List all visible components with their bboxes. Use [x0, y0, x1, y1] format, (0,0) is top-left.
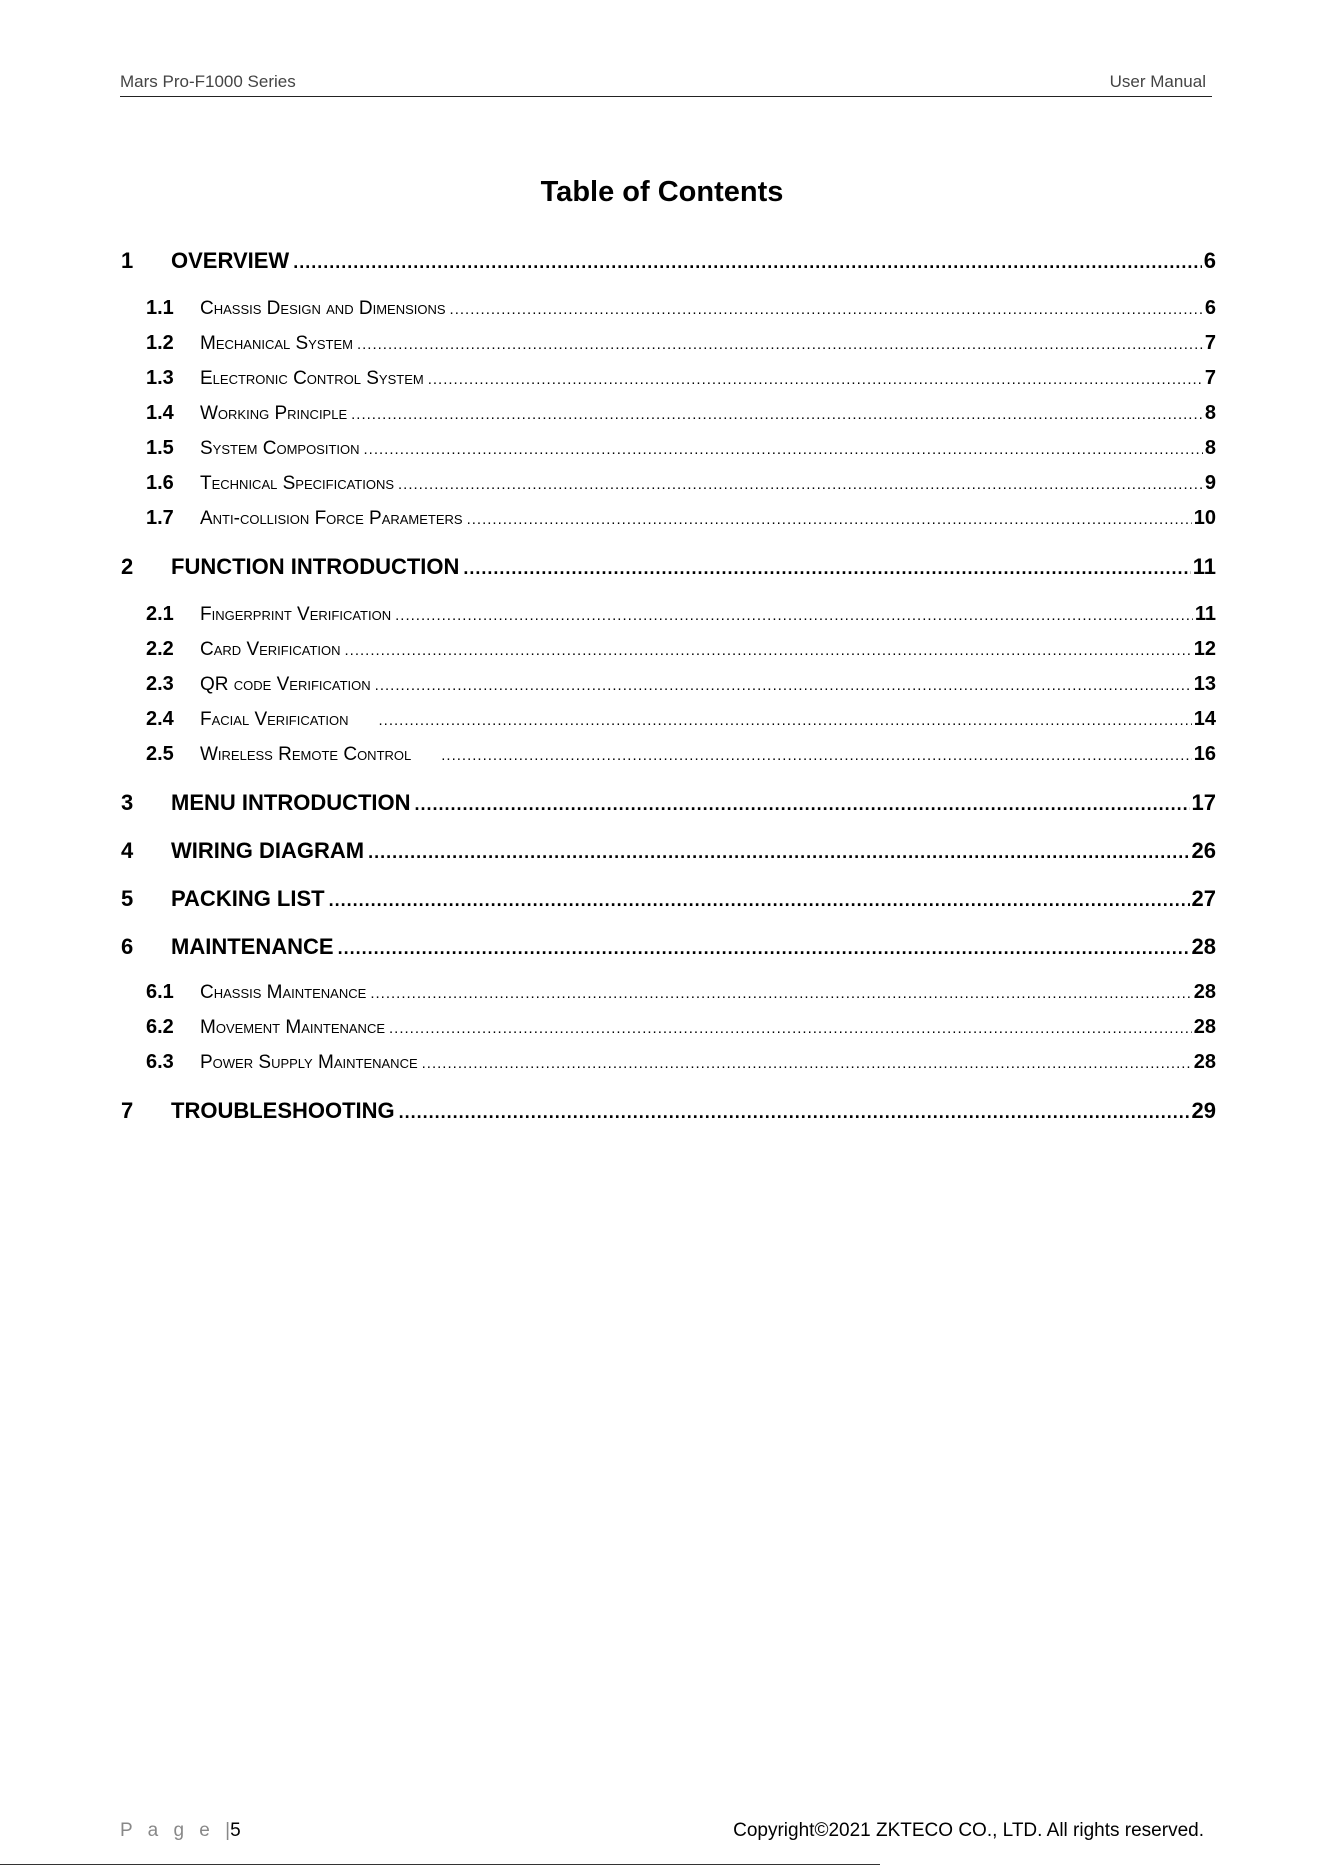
toc-entry-number: 2.5	[146, 743, 174, 765]
toc-entry-number: 2.2	[146, 638, 174, 660]
toc-leader-dots	[329, 890, 1190, 911]
toc-entry-page: 7	[1204, 332, 1216, 354]
toc-leader-dots	[293, 252, 1202, 273]
toc-entry-label: Power Supply Maintenance	[200, 1052, 418, 1073]
toc-leader-dots	[450, 301, 1203, 318]
header-manual-label: User Manual	[1109, 72, 1206, 91]
toc-entry-label: Wireless Remote Control	[200, 744, 412, 765]
toc-entry-number: 2	[121, 554, 134, 579]
toc-leader-dots	[422, 1055, 1192, 1072]
toc-entry-label: PACKING LIST	[171, 886, 325, 911]
toc-leader-dots	[375, 677, 1192, 694]
toc-entry-number: 1.2	[146, 332, 174, 354]
toc-entry[interactable]	[146, 981, 1216, 1004]
toc-entry-number: 3	[121, 790, 134, 815]
header-product-name: Mars Pro-F1000 Series	[120, 72, 296, 91]
toc-entry-page: 6	[1203, 248, 1216, 273]
toc-entry-label: Movement Maintenance	[200, 1017, 386, 1038]
footer-page-label: P a g e	[120, 1820, 215, 1841]
toc-entry-label: Card Verification	[200, 639, 341, 660]
toc-entry-number: 6.1	[146, 981, 174, 1003]
toc-leader-dots	[338, 938, 1190, 959]
toc-entry-number: 6.3	[146, 1051, 174, 1073]
toc-leader-dots	[441, 747, 1192, 764]
toc-entry-label: Working Principle	[200, 403, 348, 424]
toc-entry-label: Technical Specifications	[200, 473, 395, 494]
page-header	[120, 70, 1212, 97]
toc-entry-page: 17	[1191, 790, 1216, 815]
toc-entry-label: Chassis Design and Dimensions	[200, 298, 446, 319]
toc-leader-dots	[357, 336, 1203, 353]
toc-entry[interactable]	[146, 708, 1216, 731]
toc-leader-dots	[389, 1020, 1192, 1037]
toc-entry-number: 6	[121, 934, 134, 959]
toc-entry-number: 1.5	[146, 437, 174, 459]
toc-entry-label: MENU INTRODUCTION	[171, 790, 411, 815]
toc-entry-page: 12	[1193, 638, 1216, 660]
toc-entry-number: 2.1	[146, 603, 174, 625]
toc-entry[interactable]	[121, 838, 1216, 864]
toc-entry-number: 1	[121, 248, 134, 273]
toc-entry-number: 1.7	[146, 507, 174, 529]
toc-leader-dots	[415, 794, 1190, 815]
toc-entry-label: System Composition	[200, 438, 360, 459]
toc-entry-page: 10	[1193, 507, 1216, 529]
toc-entry-page: 11	[1194, 603, 1216, 625]
toc-entry[interactable]	[146, 297, 1216, 320]
toc-entry-page: 29	[1191, 1098, 1216, 1123]
toc-entry-page: 28	[1193, 981, 1216, 1003]
toc-entry[interactable]	[146, 1016, 1216, 1039]
toc-leader-dots	[467, 511, 1192, 528]
toc-leader-dots	[364, 441, 1203, 458]
toc-entry[interactable]	[146, 673, 1216, 696]
toc-entry-label: Anti-collision Force Parameters	[200, 508, 463, 529]
toc-entry[interactable]	[146, 437, 1216, 460]
toc-entry-label: MAINTENANCE	[171, 934, 334, 959]
toc-entry[interactable]	[121, 1098, 1216, 1124]
footer-separator: |	[225, 1820, 231, 1841]
toc-entry[interactable]	[121, 886, 1216, 912]
toc-entry[interactable]	[146, 402, 1216, 425]
toc-entry-label: Electronic Control System	[200, 368, 424, 389]
toc-leader-dots	[345, 642, 1192, 659]
footer-copyright: Copyright©2021 ZKTECO CO., LTD. All rights reserved.	[733, 1820, 1204, 1841]
toc-entry-page: 11	[1192, 554, 1216, 579]
toc-entry[interactable]	[146, 603, 1216, 626]
toc-entry-label: QR code Verification	[200, 674, 371, 695]
toc-entry[interactable]	[146, 332, 1216, 355]
page-footer-page-number	[120, 1820, 241, 1842]
toc-entry[interactable]	[146, 1051, 1216, 1074]
toc-entry-number: 4	[121, 838, 134, 863]
toc-leader-dots	[370, 985, 1191, 1002]
toc-entry-label: Fingerprint Verification	[200, 604, 392, 625]
toc-leader-dots	[428, 371, 1203, 388]
toc-entry-page: 9	[1204, 472, 1216, 494]
toc-entry-page: 14	[1193, 708, 1216, 730]
toc-entry[interactable]	[121, 934, 1216, 960]
toc-entry-label: TROUBLESHOOTING	[171, 1098, 395, 1123]
toc-entry-page: 28	[1191, 934, 1216, 959]
toc-entry[interactable]	[146, 472, 1216, 495]
toc-leader-dots	[379, 712, 1192, 729]
toc-entry-page: 8	[1204, 437, 1216, 459]
toc-entry-page: 26	[1191, 838, 1216, 863]
toc-entry-page: 13	[1193, 673, 1216, 695]
toc-entry-page: 16	[1193, 743, 1216, 765]
toc-entry-label: Facial Verification	[200, 709, 349, 730]
toc-entry-page: 6	[1204, 297, 1216, 319]
page-title: Table of Contents	[540, 176, 784, 208]
toc-entry-number: 1.3	[146, 367, 174, 389]
toc-entry[interactable]	[121, 554, 1216, 580]
toc-entry-number: 2.4	[146, 708, 174, 730]
toc-entry[interactable]	[146, 507, 1216, 530]
toc-entry-label: FUNCTION INTRODUCTION	[171, 554, 460, 579]
toc-entry-label: WIRING DIAGRAM	[171, 838, 365, 863]
toc-entry[interactable]	[146, 367, 1216, 390]
toc-entry-label: Chassis Maintenance	[200, 982, 367, 1003]
toc-entry-page: 8	[1204, 402, 1216, 424]
toc-entry[interactable]	[121, 248, 1216, 274]
toc-leader-dots	[398, 476, 1203, 493]
toc-entry-number: 2.3	[146, 673, 174, 695]
toc-leader-dots	[399, 1102, 1190, 1123]
toc-entry-number: 1.1	[146, 297, 174, 319]
toc-entry-label: OVERVIEW	[171, 248, 290, 273]
footer-page-number: 5	[230, 1820, 241, 1841]
toc-entry[interactable]	[146, 638, 1216, 661]
toc-entry-page: 7	[1204, 367, 1216, 389]
toc-entry-page: 28	[1193, 1051, 1216, 1073]
toc-entry[interactable]	[146, 743, 1216, 766]
toc-entry-page: 28	[1193, 1016, 1216, 1038]
toc-entry-number: 1.4	[146, 402, 174, 424]
page-bottom-divider	[0, 1864, 880, 1865]
toc-entry-number: 7	[121, 1098, 134, 1123]
toc-leader-dots	[368, 842, 1189, 863]
toc-entry-number: 5	[121, 886, 134, 911]
toc-leader-dots	[351, 406, 1203, 423]
toc-entry-page: 27	[1191, 886, 1216, 911]
toc-entry[interactable]	[121, 790, 1216, 816]
toc-leader-dots	[463, 558, 1190, 579]
toc-entry-number: 6.2	[146, 1016, 174, 1038]
toc-entry-label: Mechanical System	[200, 333, 353, 354]
toc-entry-number: 1.6	[146, 472, 174, 494]
toc-leader-dots	[395, 607, 1193, 624]
